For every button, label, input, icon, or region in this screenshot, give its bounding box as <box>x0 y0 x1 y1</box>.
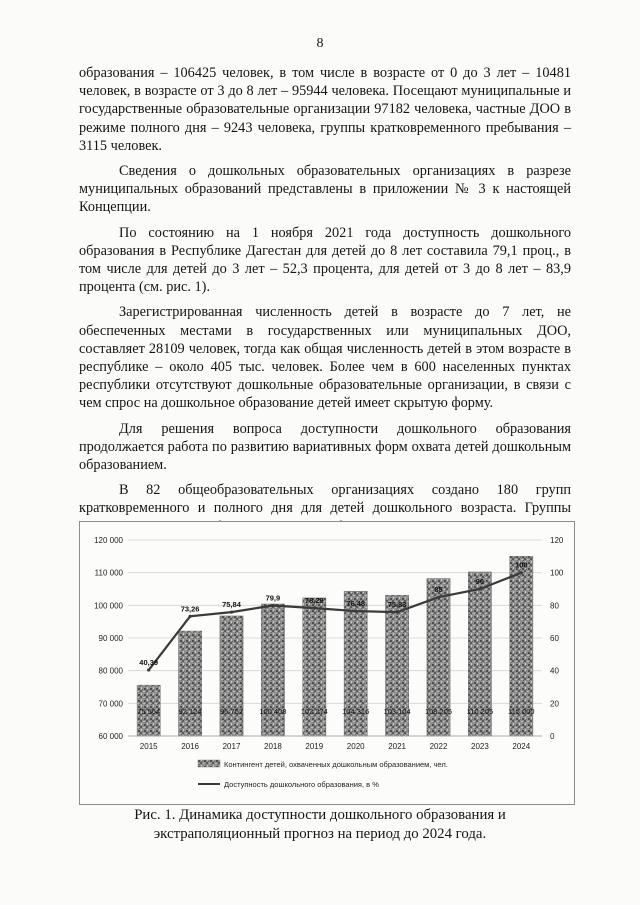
line-value-label: 79,9 <box>265 593 281 603</box>
line-value-label: 73,26 <box>180 604 200 614</box>
legend-label-bar: Контингент детей, охваченных дошкольным образованием, чел. <box>224 760 448 769</box>
paragraph: По состоянию на 1 ноября 2021 года доступность дошкольного образования в Республике Дагестан для детей до 8 лет составила 79,1 проц., в том числе для детей до 3 лет – 52,3 процента, для детей от 3 до 8 лет – 83,9 процента (см. рис. 1). <box>79 224 571 296</box>
x-tick-label: 2020 <box>346 742 365 751</box>
chart-frame <box>79 521 575 805</box>
line-value-label: 85 <box>434 585 443 595</box>
bar-value-label: 100 408 <box>259 707 287 716</box>
line-point <box>437 596 440 599</box>
bar-value-label: 115 000 <box>508 707 535 716</box>
bar-value-label: 75 564 <box>137 707 161 716</box>
line-value-label: 76,48 <box>346 599 366 609</box>
page-number: 8 <box>316 36 324 51</box>
caption-line: Рис. 1. Динамика доступности дошкольного образования и <box>134 807 506 823</box>
paragraph: Для решения вопроса доступности дошкольного образования продолжается работа по развитию вариативных форм охвата детей дошкольным образованием. <box>79 420 571 474</box>
line-point <box>189 615 192 618</box>
figure-caption <box>0 806 640 844</box>
bar <box>220 616 243 736</box>
bar-value-label: 110 205 <box>466 707 494 716</box>
x-tick-label: 2021 <box>388 742 406 751</box>
y-left-tick-label: 70 000 <box>98 699 123 709</box>
line-point <box>478 587 481 590</box>
x-tick-label: 2015 <box>139 742 158 751</box>
x-tick-label: 2017 <box>222 742 241 751</box>
body-text <box>79 64 571 543</box>
y-left-tick-label: 100 000 <box>94 601 123 611</box>
line-value-label: 100 <box>515 560 528 570</box>
x-tick-label: 2023 <box>471 742 489 751</box>
y-left-tick-label: 90 000 <box>98 634 123 643</box>
y-right-tick-label: 120 <box>550 536 564 545</box>
chart <box>80 522 574 804</box>
bar-value-label: 102 274 <box>300 707 328 716</box>
bar-value-label: 104 316 <box>342 707 370 716</box>
line-point <box>147 668 150 671</box>
line-point <box>354 609 357 612</box>
line-value-label: 90 <box>475 577 485 586</box>
bar-value-label: 92 124 <box>178 707 202 716</box>
line-value-label: 75,84 <box>222 600 241 610</box>
bar <box>259 604 287 736</box>
line-series <box>149 573 522 670</box>
line-point <box>230 611 233 614</box>
caption-line: экстраполяционный прогноз на период до 2024 года. <box>153 826 487 842</box>
line-point <box>396 611 399 614</box>
paragraph: образования – 106425 человек, в том числе в возрасте от 0 до 3 лет – 10481 человек, в возрасте от 3 до 8 лет – 95944 человека. Посещают муниципальные и государственные образовательные организации 97182 человека, частные ДОО в режиме полного дня – 9243 человека, группы кратковременного пребывания – 3115 человек. <box>79 65 571 154</box>
y-right-tick-label: 20 <box>550 699 559 709</box>
bar-value-label: 103 104 <box>383 707 411 716</box>
bar <box>179 631 202 736</box>
y-left-tick-label: 60 000 <box>98 732 123 741</box>
paragraph: Сведения о дошкольных образовательных организациях в разрезе муниципальных образований представлены в приложении № 3 к настоящей Концепции. <box>79 163 571 216</box>
y-right-tick-label: 100 <box>550 568 564 578</box>
bar-value-label: 96 752 <box>220 707 243 716</box>
x-tick-label: 2019 <box>305 742 324 751</box>
y-right-tick-label: 0 <box>550 732 555 741</box>
x-tick-label: 2022 <box>429 742 448 751</box>
line-point <box>271 604 274 607</box>
y-right-tick-label: 40 <box>550 666 559 676</box>
line-point <box>313 607 316 610</box>
y-right-tick-label: 80 <box>550 601 559 611</box>
bar-value-label: 108 205 <box>424 707 453 716</box>
y-left-tick-label: 110 000 <box>94 568 123 578</box>
x-tick-label: 2024 <box>512 742 531 751</box>
y-left-tick-label: 80 000 <box>98 666 123 676</box>
x-tick-label: 2018 <box>264 742 282 751</box>
line-value-label: 78,29 <box>304 596 324 606</box>
legend-label-line: Доступность дошкольного образования, в % <box>224 780 379 789</box>
paragraph: Зарегистрированная численность детей в возрасте до 7 лет, не обеспеченных местами в государственных или муниципальных ДОО, составляет 28109 человек, тогда как общая численность детей в этом возрасте в республике – около 405 тыс. человек. Более чем в 600 населенных пунктах республики отсутствуют дошкольные образовательные организации, в связи с чем спрос на дошкольное образование детей имеет скрытую форму. <box>79 304 571 412</box>
y-left-tick-label: 120 000 <box>94 536 123 545</box>
line-value-label: 75,83 <box>387 600 407 610</box>
x-tick-label: 2016 <box>181 742 199 751</box>
line-value-label: 40,39 <box>139 658 159 668</box>
line-point <box>520 571 523 574</box>
y-right-tick-label: 60 <box>550 634 559 643</box>
paragraph: В 82 общеобразовательных организациях создано 180 групп кратковременного и полного дня для детей дошкольного возраста. Группы <box>79 482 571 517</box>
legend-swatch-bar <box>198 760 220 767</box>
